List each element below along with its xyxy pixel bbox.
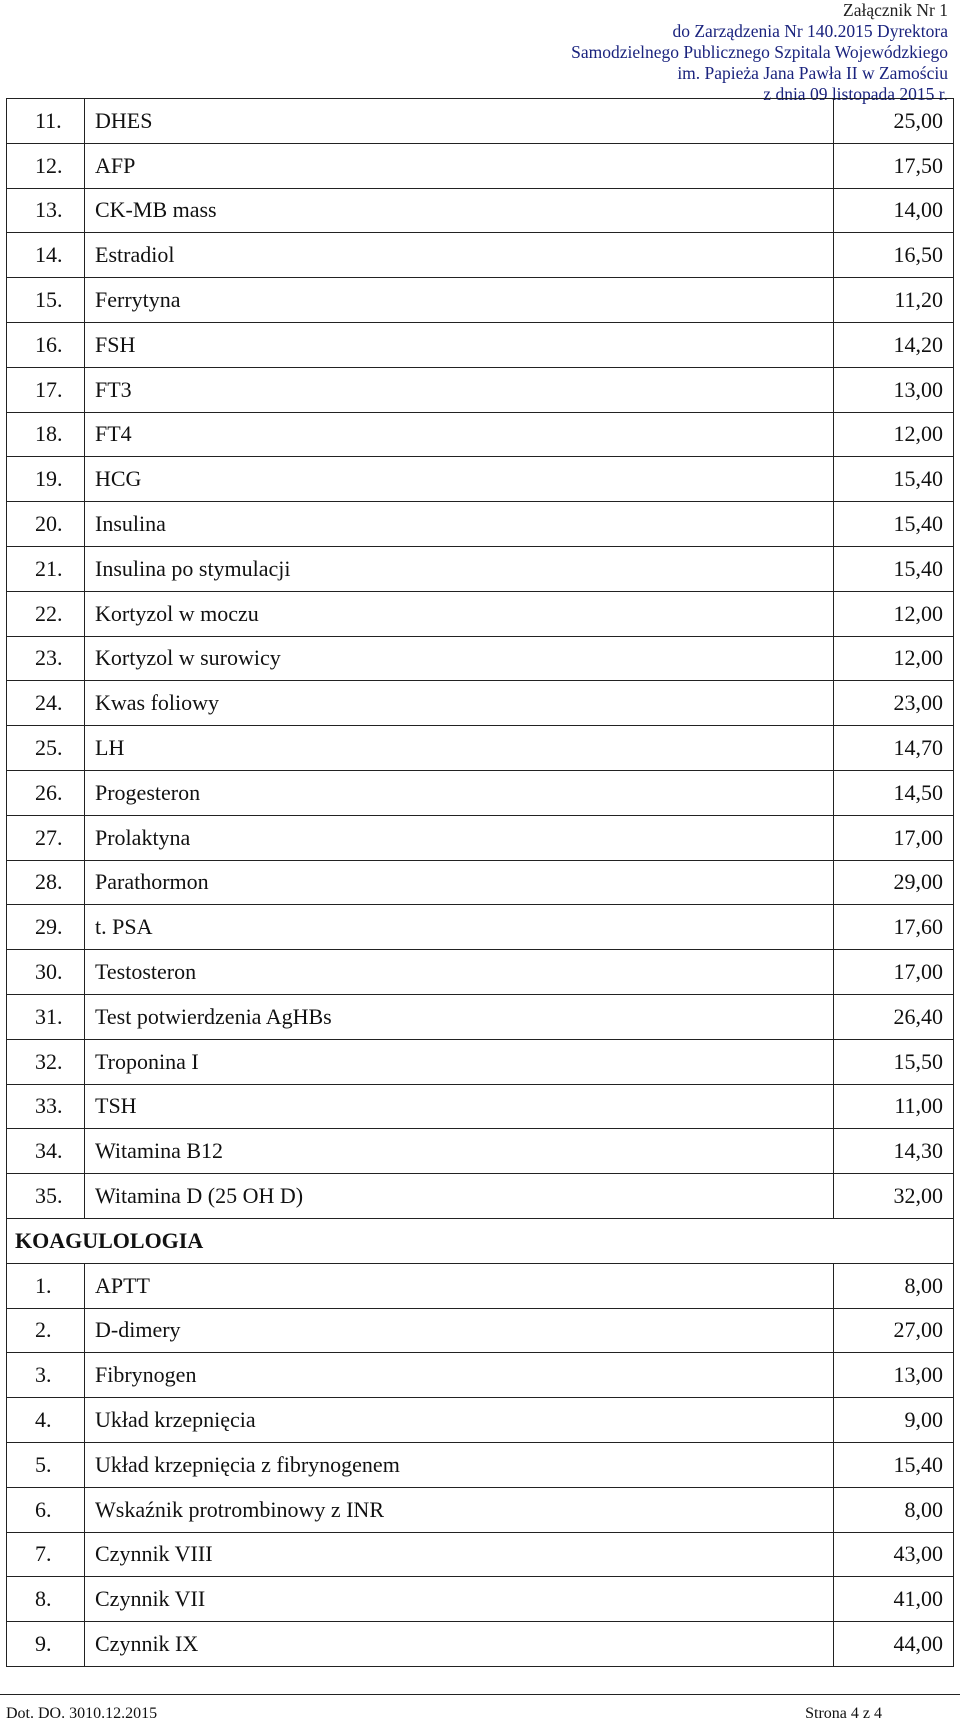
test-price: 15,40 [834,502,954,547]
test-price: 8,00 [834,1487,954,1532]
test-price: 23,00 [834,681,954,726]
test-price: 17,60 [834,905,954,950]
table-row [7,1263,954,1308]
test-name: Wskaźnik protrombinowy z INR [85,1487,834,1532]
test-price: 27,00 [834,1308,954,1353]
table-row [7,1084,954,1129]
test-name: Kwas foliowy [85,681,834,726]
test-name: D-dimery [85,1308,834,1353]
document-header [428,0,948,105]
table-row [7,278,954,323]
test-name: Kortyzol w surowicy [85,636,834,681]
test-price: 15,40 [834,1442,954,1487]
test-price: 14,70 [834,726,954,771]
test-price: 32,00 [834,1174,954,1219]
test-price: 9,00 [834,1398,954,1443]
row-number: 32. [7,1039,85,1084]
table-row [7,1622,954,1667]
row-number: 4. [7,1398,85,1443]
row-number: 19. [7,457,85,502]
row-number: 12. [7,143,85,188]
row-number: 23. [7,636,85,681]
table-row [7,905,954,950]
test-name: Czynnik VII [85,1577,834,1622]
row-number: 28. [7,860,85,905]
section-row [7,1218,954,1263]
test-price: 15,40 [834,457,954,502]
test-price: 15,40 [834,546,954,591]
table-row [7,1174,954,1219]
table-row [7,591,954,636]
test-price: 17,00 [834,950,954,995]
table-row [7,681,954,726]
test-price: 14,30 [834,1129,954,1174]
row-number: 34. [7,1129,85,1174]
test-name: Ferrytyna [85,278,834,323]
test-name: Test potwierdzenia AgHBs [85,994,834,1039]
header-line-4: im. Papieża Jana Pawła II w Zamościu [677,63,948,83]
table-row [7,950,954,995]
table-row [7,322,954,367]
test-name: Parathormon [85,860,834,905]
test-name: FT3 [85,367,834,412]
table-row [7,1039,954,1084]
test-name: Insulina po stymulacji [85,546,834,591]
row-number: 2. [7,1308,85,1353]
row-number: 25. [7,726,85,771]
table-row [7,233,954,278]
test-price: 14,20 [834,322,954,367]
row-number: 9. [7,1622,85,1667]
test-name: HCG [85,457,834,502]
row-number: 11. [7,99,85,144]
row-number: 18. [7,412,85,457]
row-number: 26. [7,770,85,815]
table-row [7,1398,954,1443]
test-price: 11,00 [834,1084,954,1129]
test-price: 13,00 [834,1353,954,1398]
table-row [7,367,954,412]
test-name: Progesteron [85,770,834,815]
section-heading: KOAGULOLOGIA [7,1218,954,1263]
test-name: TSH [85,1084,834,1129]
test-name: t. PSA [85,905,834,950]
test-name: Troponina I [85,1039,834,1084]
test-name: Czynnik IX [85,1622,834,1667]
footer-reference: Dot. DO. 3010.12.2015 [6,1705,158,1722]
test-name: LH [85,726,834,771]
table-row [7,726,954,771]
row-number: 31. [7,994,85,1039]
test-name: AFP [85,143,834,188]
test-price: 14,00 [834,188,954,233]
test-price: 8,00 [834,1263,954,1308]
row-number: 35. [7,1174,85,1219]
table-row [7,457,954,502]
test-name: Układ krzepnięcia [85,1398,834,1443]
row-number: 8. [7,1577,85,1622]
table-row [7,770,954,815]
test-price: 15,50 [834,1039,954,1084]
test-price: 29,00 [834,860,954,905]
row-number: 14. [7,233,85,278]
test-price: 17,00 [834,815,954,860]
test-price: 44,00 [834,1622,954,1667]
row-number: 22. [7,591,85,636]
table-row [7,502,954,547]
test-name: APTT [85,1263,834,1308]
row-number: 15. [7,278,85,323]
table-row [7,546,954,591]
test-name: FT4 [85,412,834,457]
header-line-1: Załącznik Nr 1 [843,0,948,20]
row-number: 3. [7,1353,85,1398]
row-number: 33. [7,1084,85,1129]
row-number: 13. [7,188,85,233]
table-row [7,412,954,457]
row-number: 20. [7,502,85,547]
table-row [7,636,954,681]
test-name: Testosteron [85,950,834,995]
test-name: Fibrynogen [85,1353,834,1398]
test-name: Insulina [85,502,834,547]
test-price: 41,00 [834,1577,954,1622]
table-row [7,1577,954,1622]
test-name: DHES [85,99,834,144]
table-row [7,860,954,905]
row-number: 29. [7,905,85,950]
header-line-5: z dnia 09 listopada 2015 r. [763,84,948,104]
test-name: Kortyzol w moczu [85,591,834,636]
test-name: Czynnik VIII [85,1532,834,1577]
row-number: 1. [7,1263,85,1308]
table-row [7,1532,954,1577]
table-row [7,1353,954,1398]
row-number: 17. [7,367,85,412]
page-number: Strona 4 z 4 [805,1705,882,1722]
test-price: 12,00 [834,412,954,457]
test-price: 25,00 [834,99,954,144]
test-price: 43,00 [834,1532,954,1577]
row-number: 24. [7,681,85,726]
header-line-2: do Zarządzenia Nr 140.2015 Dyrektora [672,21,948,41]
test-name: Witamina D (25 OH D) [85,1174,834,1219]
table-row [7,1487,954,1532]
row-number: 27. [7,815,85,860]
test-name: CK-MB mass [85,188,834,233]
test-name: Estradiol [85,233,834,278]
test-price: 16,50 [834,233,954,278]
row-number: 5. [7,1442,85,1487]
row-number: 6. [7,1487,85,1532]
test-price: 11,20 [834,278,954,323]
test-price: 12,00 [834,591,954,636]
row-number: 7. [7,1532,85,1577]
table-row [7,1442,954,1487]
test-price: 14,50 [834,770,954,815]
test-price: 13,00 [834,367,954,412]
test-name: Prolaktyna [85,815,834,860]
header-line-3: Samodzielnego Publicznego Szpitala Wojewódzkiego [571,42,948,62]
price-table [6,98,954,1667]
row-number: 30. [7,950,85,995]
page-footer [0,1694,960,1727]
row-number: 16. [7,322,85,367]
test-price: 17,50 [834,143,954,188]
table-row [7,1308,954,1353]
table-row [7,188,954,233]
table-row [7,994,954,1039]
price-table-body [7,99,954,1667]
table-row [7,99,954,144]
test-price: 12,00 [834,636,954,681]
table-row [7,815,954,860]
test-name: FSH [85,322,834,367]
row-number: 21. [7,546,85,591]
test-name: Układ krzepnięcia z fibrynogenem [85,1442,834,1487]
test-name: Witamina B12 [85,1129,834,1174]
test-price: 26,40 [834,994,954,1039]
table-row [7,143,954,188]
table-row [7,1129,954,1174]
